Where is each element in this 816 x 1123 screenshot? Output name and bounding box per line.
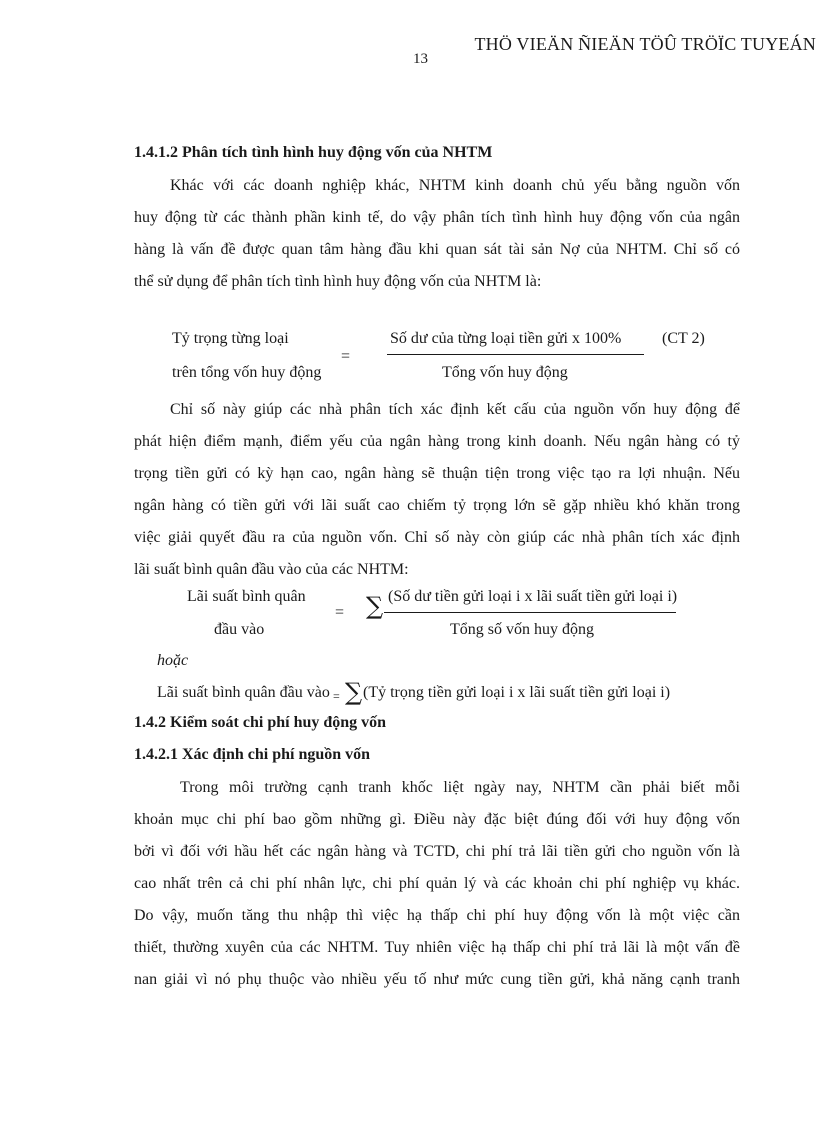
paragraph-cost — [134, 772, 740, 996]
text-line: lãi suất bình quân đầu vào của các NHTM: — [134, 561, 409, 578]
header-watermark: THÖ VIEÄN ÑIEÄN TÖÛ TRÖÏC TUYEÁN — [474, 34, 816, 54]
formula-label: (CT 2) — [662, 330, 705, 347]
formula-numerator: Số dư của từng loại tiền gửi x 100% — [390, 330, 622, 347]
formula-left-line2: đầu vào — [214, 621, 265, 638]
formula-denominator: Tổng số vốn huy động — [450, 621, 594, 638]
text-line: việc giải quyết đầu ra của nguồn vốn. Chỉ số này còn giúp các nhà phân tích xác định — [134, 529, 740, 546]
text-line: Khác với các doanh nghiệp khác, NHTM kinh doanh chủ yếu bằng nguồn vốn — [170, 177, 740, 194]
formula-ct2 — [172, 330, 752, 390]
paragraph-analysis — [134, 394, 740, 586]
formula-left-line2: trên tổng vốn huy động — [172, 364, 322, 381]
text-line: ngân hàng có tiền gửi với lãi suất cao chiếm tỷ trọng lớn sẽ gặp nhiều khó khăn trong — [134, 497, 740, 514]
formula-left-line1: Tỷ trọng từng loại — [172, 330, 289, 347]
text-line: hàng là vấn đề được quan tâm hàng đầu khi quan sát tài sản Nợ của NHTM. Chỉ số có — [134, 241, 740, 258]
section-heading-1421: 1.4.2.1 Xác định chi phí nguồn vốn — [134, 746, 371, 763]
formula-numerator: (Số dư tiền gửi loại i x lãi suất tiền gửi loại i) — [388, 588, 678, 605]
formula-equals: = — [335, 604, 345, 621]
formula-equals: = — [341, 348, 351, 365]
text-line: thiết, thường xuyên của các NHTM. Tuy nhiên việc hạ thấp chi phí trả lãi là một vấn đề — [134, 939, 740, 956]
paragraph-intro — [134, 170, 740, 298]
text-line: huy động từ các thành phần kinh tế, do vậy phân tích tình hình huy động vốn của ngân — [134, 209, 740, 226]
text-line: trọng tiền gửi có kỳ hạn cao, ngân hàng sẽ thuận tiện trong việc tạo ra lợi nhuận. Nếu — [134, 465, 740, 482]
fraction-bar — [384, 612, 676, 613]
text-line: cao nhất trên cả chi phí nhân lực, chi phí quản lý và các khoản chi phí nghiệp vụ khác. — [134, 875, 740, 892]
text-line: Trong môi trường cạnh tranh khốc liệt ngày nay, NHTM cần phải biết mỗi — [180, 779, 740, 796]
formula-alt — [157, 680, 757, 706]
text-line: Do vậy, muốn tăng thu nhập thì việc hạ thấp chi phí huy động vốn là một việc cần — [134, 907, 740, 924]
fraction-bar — [387, 354, 644, 355]
sigma-icon: ∑ — [345, 678, 363, 706]
text-line: phát hiện điểm mạnh, điểm yếu của ngân hàng trong kinh doanh. Nếu ngân hàng có tỷ — [134, 433, 740, 450]
section-heading-142: 1.4.2 Kiểm soát chi phí huy động vốn — [134, 714, 387, 731]
text-line: khoản mục chi phí bao gồm những gì. Điều này đặc biệt đúng đối với huy động vốn — [134, 811, 740, 828]
or-word: hoặc — [157, 652, 189, 669]
formula-rate — [180, 588, 720, 646]
formula-denominator: Tổng vốn huy động — [442, 364, 568, 381]
page-number: 13 — [413, 51, 428, 67]
formula-alt-right: (Tỷ trọng tiền gửi loại i x lãi suất tiền gửi loại i) — [363, 684, 671, 701]
text-line: bởi vì đối với hầu hết các ngân hàng và TCTD, chi phí trả lãi tiền gửi cho nguồn vốn là — [134, 843, 740, 860]
formula-alt-left: Lãi suất bình quân đầu vào — [157, 684, 330, 701]
formula-left-line1: Lãi suất bình quân — [187, 588, 306, 605]
formula-equals: = — [333, 689, 340, 703]
text-line: thể sử dụng để phân tích tình hình huy động vốn của NHTM là: — [134, 273, 542, 290]
sigma-icon: ∑ — [366, 592, 384, 620]
section-heading-1412: 1.4.1.2 Phân tích tình hình huy động vốn của NHTM — [134, 144, 493, 161]
text-line: Chỉ số này giúp các nhà phân tích xác định kết cấu của nguồn vốn huy động để — [170, 401, 740, 418]
text-line: nan giải vì nó phụ thuộc vào nhiều yếu tố như mức cung tiền gửi, khả năng cạnh tranh — [134, 971, 740, 988]
